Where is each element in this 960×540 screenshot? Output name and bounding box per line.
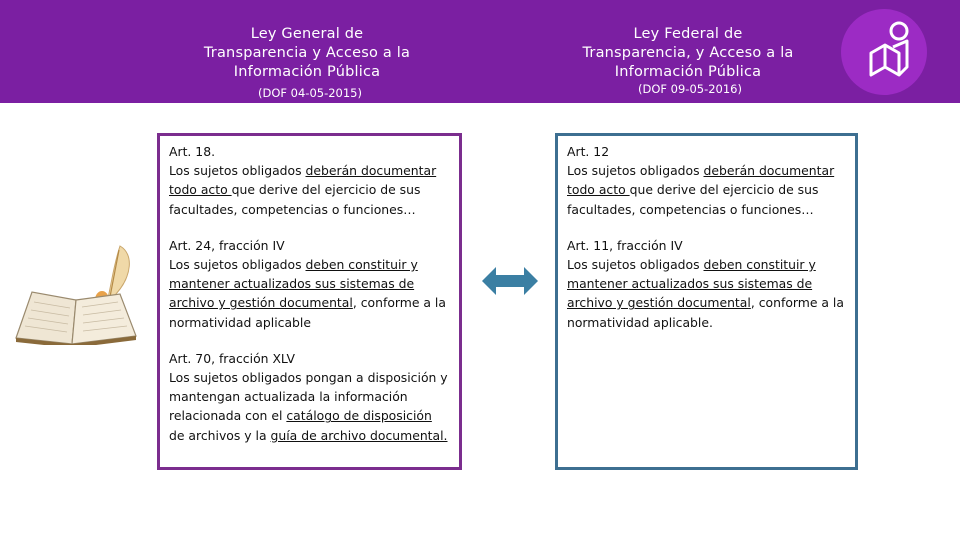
article-underlined-text: guía de archivo documental.: [270, 427, 448, 443]
article-text: Los sujetos obligados pongan a disposición y mantengan actualizada la información relacionada con el: [169, 370, 448, 424]
article-text: Los sujetos obligados: [567, 163, 704, 179]
left-article-3: [169, 349, 450, 445]
left-title-line-1: Ley General de: [250, 26, 364, 42]
right-title-line-1: Ley Federal de: [633, 26, 743, 42]
article-heading: Art. 24, fracción IV: [169, 237, 285, 253]
left-title-line-2: Transparencia y Acceso a la: [203, 45, 411, 61]
right-title-line-3: Información Pública: [614, 64, 762, 80]
article-text: que derive del ejercicio de sus facultades, competencias o funciones…: [169, 182, 421, 217]
article-underlined-text: deberán documentar todo acto: [567, 163, 835, 198]
right-law-date: (DOF 09-05-2016): [638, 82, 742, 96]
article-heading: Art. 70, fracción XLV: [169, 350, 295, 366]
right-law-title: [563, 25, 813, 82]
book-quill-icon: [12, 240, 142, 345]
left-law-articles-box: [157, 133, 462, 470]
person-book-icon: [841, 9, 927, 95]
article-heading: Art. 12: [567, 144, 610, 159]
right-article-2: [567, 236, 846, 332]
article-heading: Art. 18.: [169, 144, 216, 159]
article-underlined-text: deben constituir y mantener actualizados sus sistemas de archivo y gestión documental: [169, 257, 418, 311]
article-text: , conforme a la normatividad aplicable.: [567, 295, 844, 330]
left-title-line-3: Información Pública: [233, 64, 381, 80]
article-text: , conforme a la normatividad aplicable: [169, 295, 446, 330]
double-arrow-icon: [480, 264, 540, 298]
article-underlined-text: catálogo de disposición: [286, 408, 432, 424]
right-title-line-2: Transparencia, y Acceso a la: [582, 45, 794, 61]
article-text: de archivos y la: [169, 427, 271, 443]
article-text: Los sujetos obligados: [169, 257, 306, 273]
article-heading: Art. 11, fracción IV: [567, 237, 683, 253]
article-text: Los sujetos obligados: [567, 257, 704, 273]
left-law-date: (DOF 04-05-2015): [258, 86, 362, 100]
article-text: Los sujetos obligados: [169, 163, 306, 179]
article-underlined-text: deben constituir y mantener actualizados sus sistemas de archivo y gestión documental: [567, 257, 816, 311]
article-underlined-text: deberán documentar todo acto: [169, 163, 437, 198]
left-article-1: [169, 142, 450, 219]
header-banner: [0, 0, 960, 103]
left-law-title: [182, 25, 432, 82]
right-law-articles-box: [555, 133, 858, 470]
right-article-1: [567, 142, 846, 219]
article-text: que derive del ejercicio de sus facultades, competencias o funciones…: [567, 182, 819, 217]
logo-badge: [841, 9, 927, 95]
left-article-2: [169, 236, 450, 332]
